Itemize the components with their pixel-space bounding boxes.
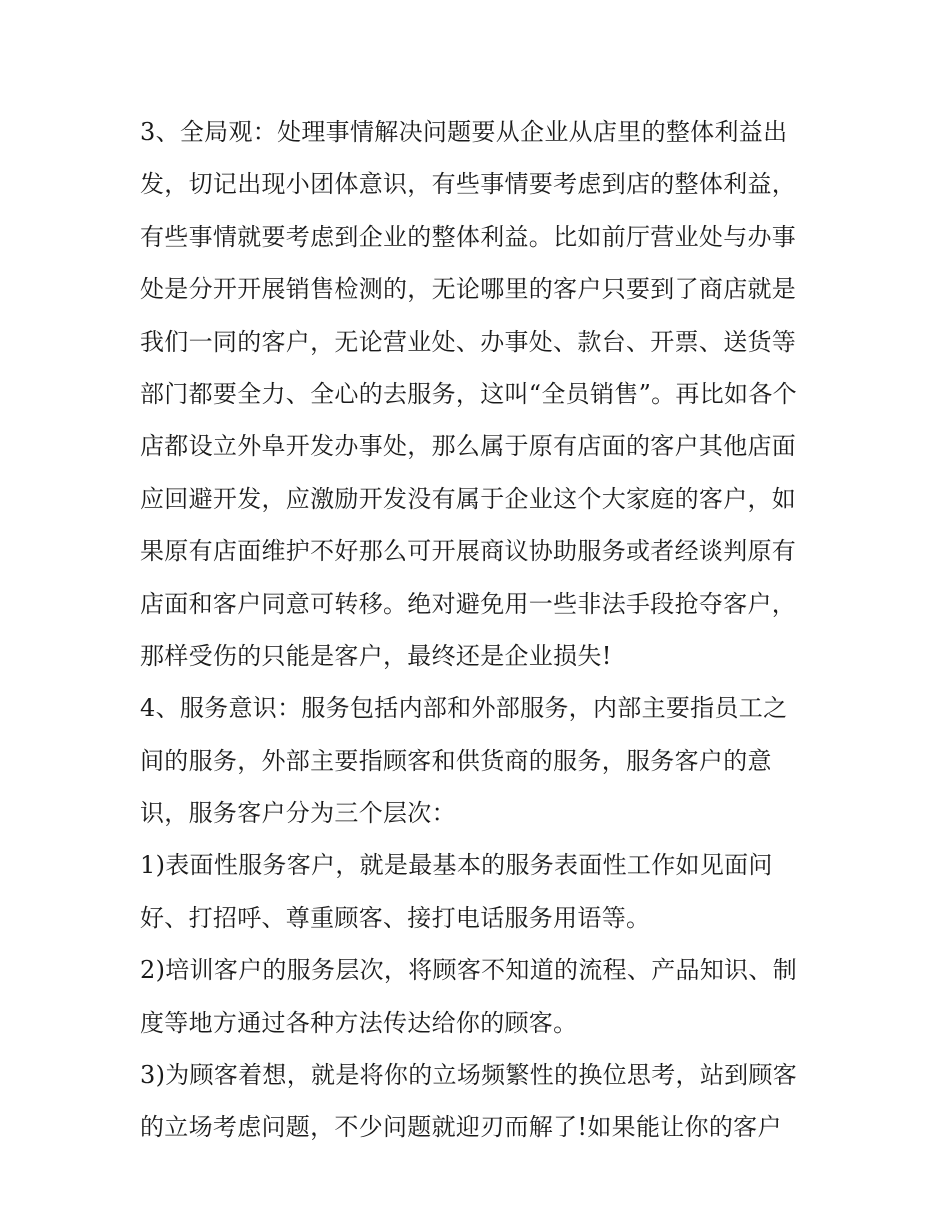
- text-line: 度等地方通过各种方法传达给你的顾客。: [140, 1008, 578, 1037]
- text-line: 有些事情就要考虑到企业的整体利益。比如前厅营业处与办事: [140, 222, 797, 251]
- text-line: 识，服务客户分为三个层次：: [140, 799, 456, 828]
- text-line: 处是分开开展销售检测的，无论哪里的客户只要到了商店就是: [140, 275, 797, 304]
- text-line: 2)培训客户的服务层次，将顾客不知道的流程、产品知识、制: [140, 956, 798, 985]
- text-line: 发，切记出现小团体意识，有些事情要考虑到店的整体利益，: [140, 170, 797, 199]
- text-line: 好、打招呼、尊重顾客、接打电话服务用语等。: [140, 903, 651, 932]
- document-body: [140, 106, 820, 1154]
- text-line: 的立场考虑问题，不少问题就迎刃而解了!如果能让你的客户: [140, 1113, 782, 1142]
- text-line: 果原有店面维护不好那么可开展商议协助服务或者经谈判原有: [140, 537, 797, 566]
- text-line: 3)为顾客着想，就是将你的立场频繁性的换位思考，站到顾客: [140, 1061, 798, 1090]
- text-line: 那样受伤的只能是客户，最终还是企业损失!: [140, 641, 612, 670]
- text-line: 部门都要全力、全心的去服务，这叫“全员销售”。再比如各个: [140, 379, 797, 408]
- text-line: 1)表面性服务客户，就是最基本的服务表面性工作如见面问: [140, 851, 773, 880]
- text-line: 应回避开发，应激励开发没有属于企业这个大家庭的客户，如: [140, 484, 797, 513]
- text-line: 店都设立外阜开发办事处，那么属于原有店面的客户其他店面: [140, 432, 797, 461]
- text-line: 我们一同的客户，无论营业处、办事处、款台、开票、送货等: [140, 327, 797, 356]
- text-line: 店面和客户同意可转移。绝对避免用一些非法手段抢夺客户，: [140, 589, 797, 618]
- text-line: 间的服务，外部主要指顾客和供货商的服务，服务客户的意: [140, 746, 772, 775]
- text-line: 4、服务意识：服务包括内部和外部服务，内部主要指员工之: [140, 694, 788, 723]
- text-line: 3、全局观：处理事情解决问题要从企业从店里的整体利益出: [140, 118, 788, 146]
